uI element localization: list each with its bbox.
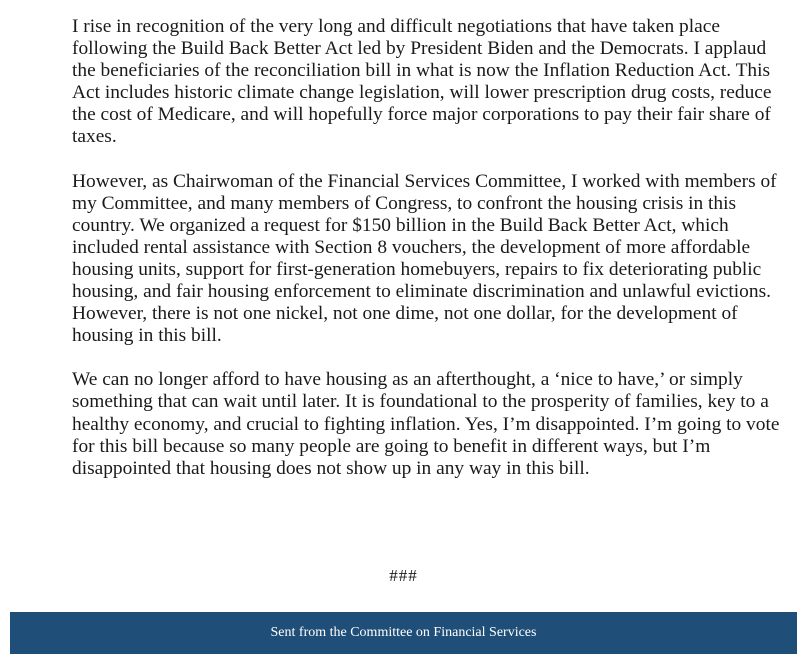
end-marker: ###	[389, 566, 418, 585]
statement-paragraph-2: However, as Chairwoman of the Financial Services Committee, I worked with members of my Committee, and many members of Congress, to confront the housing crisis in this country. We organized a request for $150 billion in the Build Back Better Act, which included rental assistance with Section 8 vouchers, the development of more affordable housing units, support for first-generation homebuyers, repairs to fix deteriorating public housing, and fair housing enforcement to eliminate discrimination and unlawful evictions. However, there is not one nickel, not one dime, not one dollar, for the development of housing in this bill.	[72, 170, 777, 347]
statement-paragraph-3: We can no longer afford to have housing as an afterthought, a ‘nice to have,’ or simply something that can wait until later. It is foundational to the prosperity of families, key to a healthy economy, and crucial to fighting inflation. Yes, I’m disappointed. I’m going to vote for this bill because so many people are going to benefit in different ways, but I’m disappointed that housing does not show up in any way in this bill.	[72, 369, 780, 479]
footer-text: Sent from the Committee on Financial Services	[270, 625, 537, 640]
footer-banner	[10, 612, 797, 654]
statement-body	[72, 16, 792, 502]
statement-paragraph-1: I rise in recognition of the very long and difficult negotiations that have taken place following the Build Back Better Act led by President Biden and the Democrats. I applaud the beneficiaries of the reconciliation bill in what is now the Inflation Reduction Act. This Act includes historic climate change legislation, will lower prescription drug costs, reduce the cost of Medicare, and will hopefully force major corporations to pay their fair share of taxes.	[72, 16, 772, 148]
